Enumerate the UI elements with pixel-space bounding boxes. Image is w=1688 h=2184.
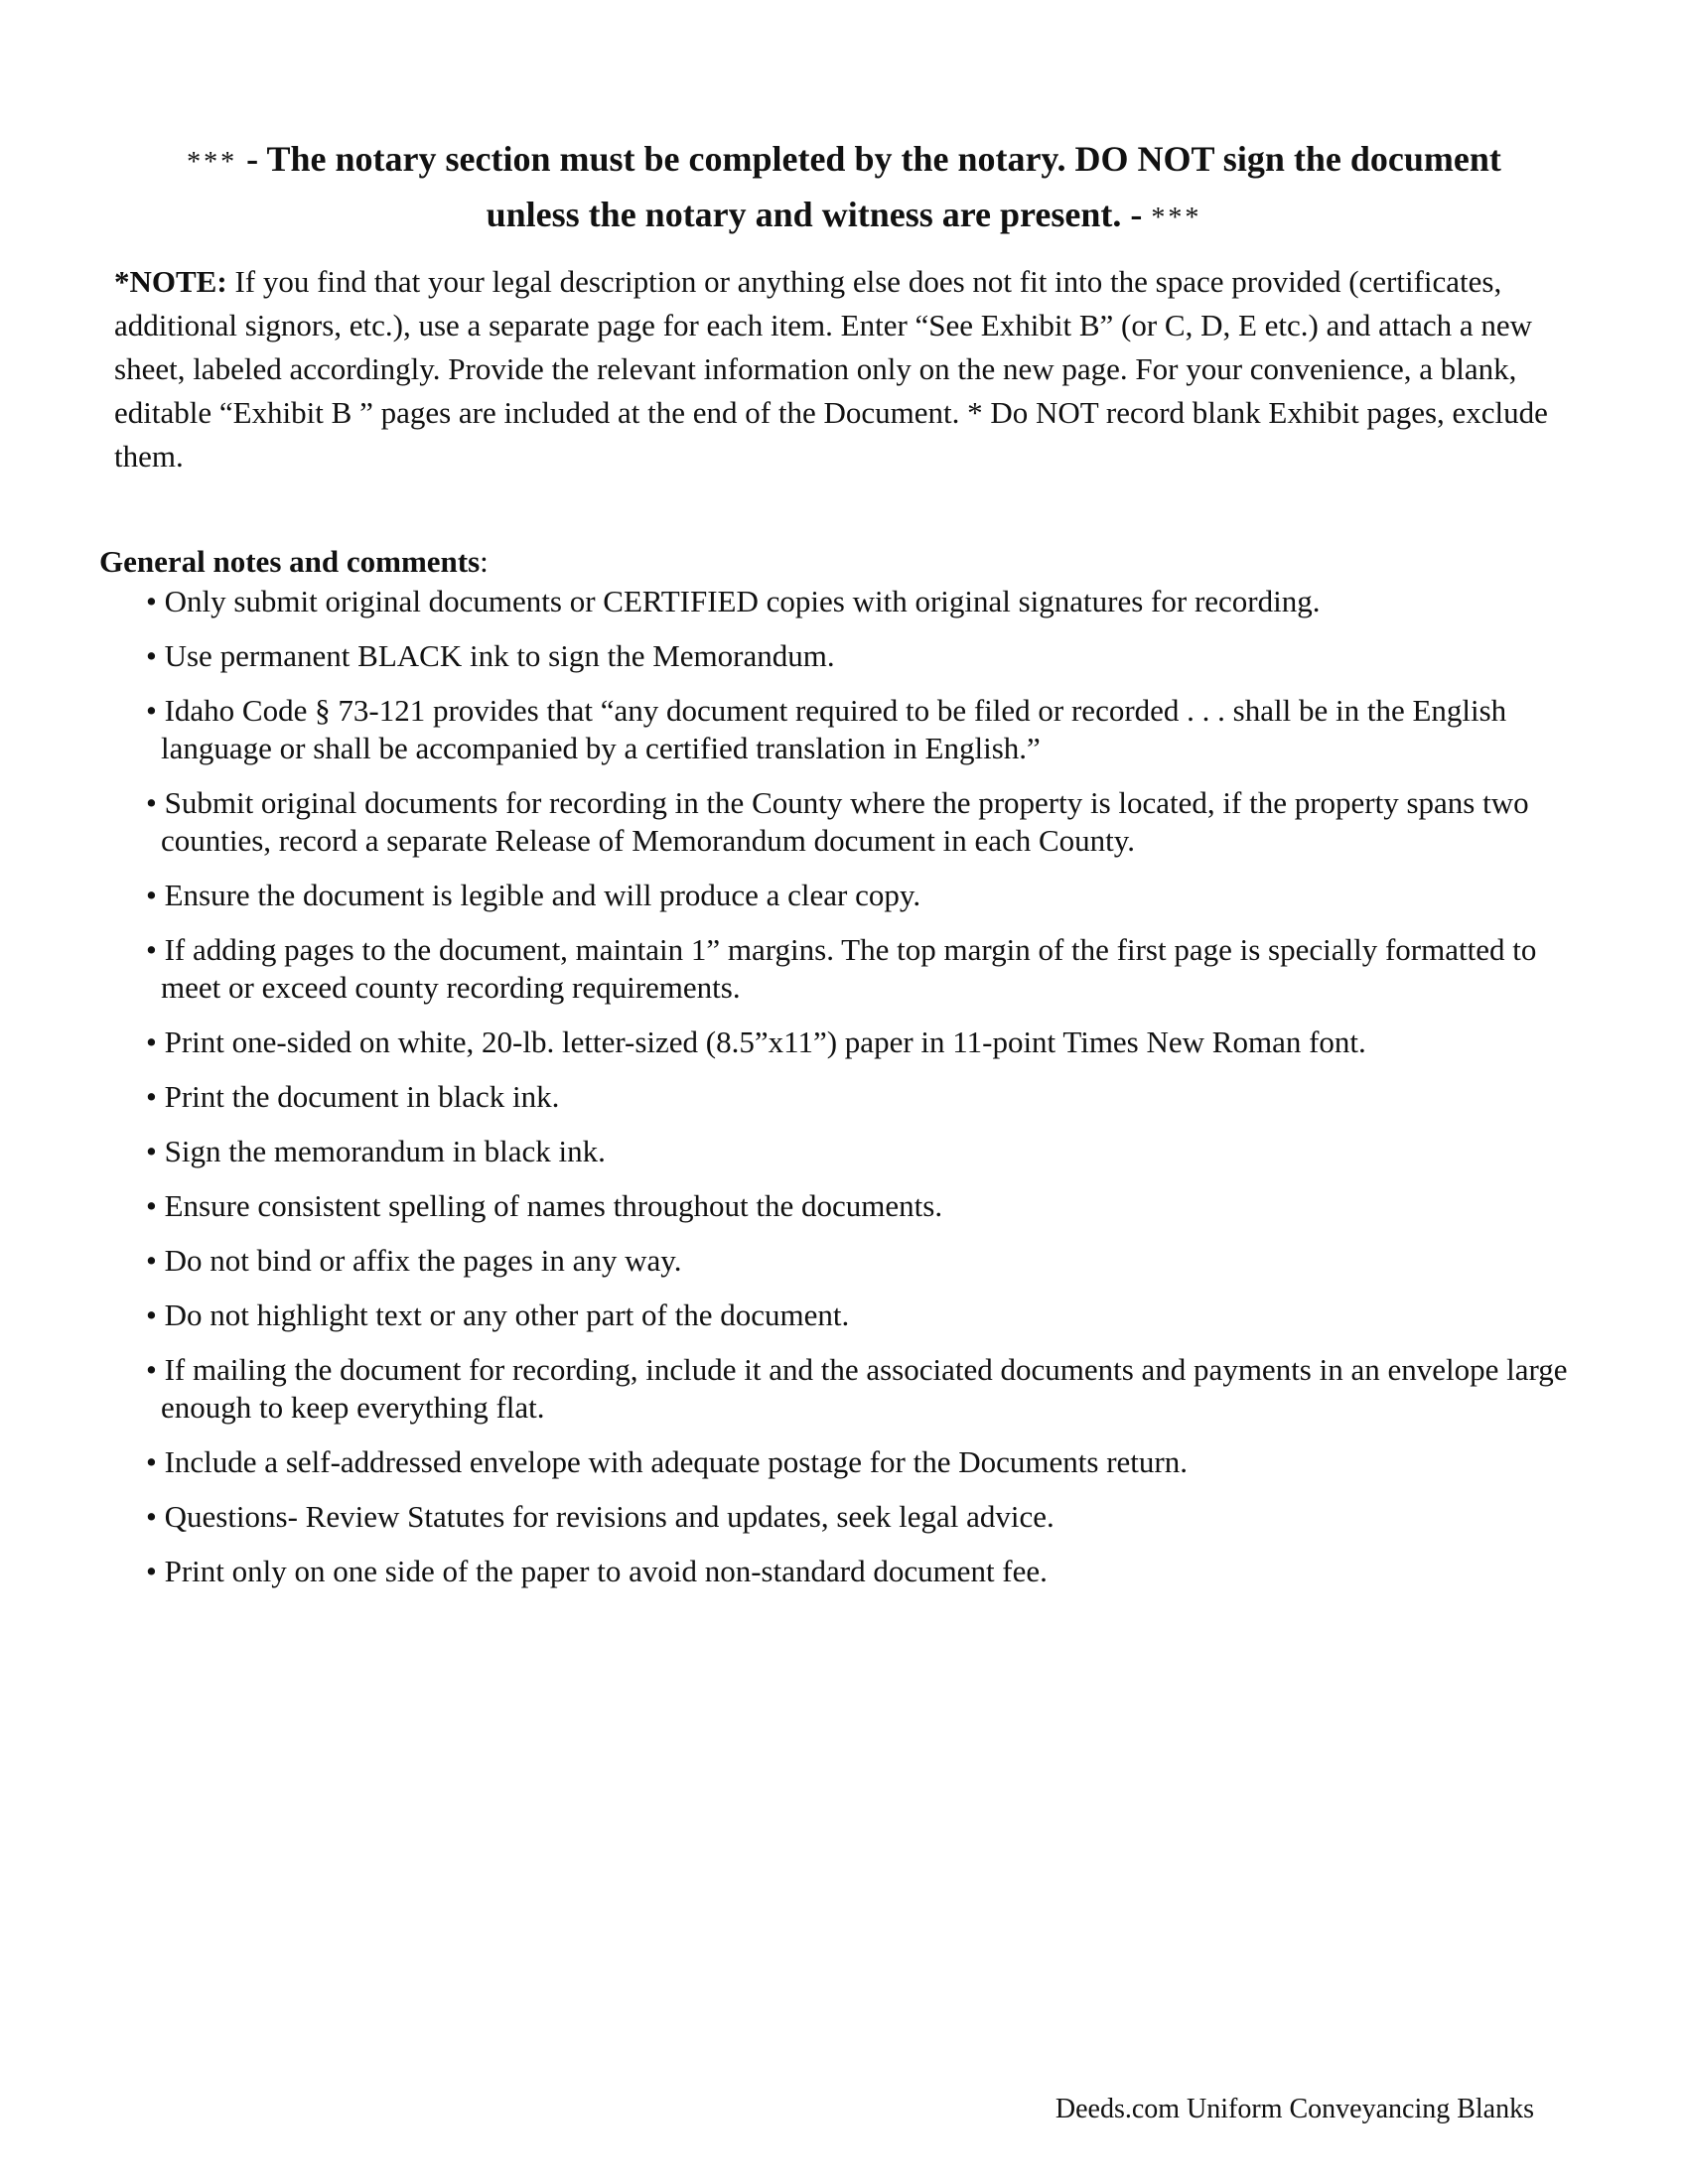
list-item: • Do not highlight text or any other part of the document. [146, 1297, 850, 1332]
page-footer: Deeds.com Uniform Conveyancing Blanks [1055, 2094, 1534, 2124]
list-item: • Use permanent BLACK ink to sign the Memorandum. [146, 638, 835, 673]
general-notes-title: General notes and comments [99, 544, 481, 579]
general-notes-heading [99, 542, 489, 582]
list-item: • Sign the memorandum in black ink. [146, 1134, 606, 1168]
notary-warning [149, 133, 1539, 244]
list-item: • If adding pages to the document, maintain 1” margins. The top margin of the first page is specially formatted to meet or exceed county recording requirements. [146, 932, 1537, 1005]
list-item: • Ensure the document is legible and will produce a clear copy. [146, 878, 921, 912]
exhibit-note [114, 260, 1584, 478]
warning-stars-left: *** [187, 147, 238, 178]
list-item: • Print only on one side of the paper to avoid non-standard document fee. [146, 1554, 1048, 1588]
list-item: • Only submit original documents or CERTIFIED copies with original signatures for recording. [146, 584, 1321, 618]
note-label: *NOTE: [114, 264, 227, 299]
list-item: • Submit original documents for recording in the County where the property is located, if the property spans two counties, record a separate Release of Memorandum document in each County. [146, 785, 1529, 858]
general-notes-colon: : [480, 544, 489, 579]
warning-text: - The notary section must be completed by the notary. DO NOT sign the document unless the notary and witness are present. - [246, 139, 1501, 234]
general-notes-list [146, 583, 1596, 1607]
note-text: If you find that your legal description or anything else does not fit into the space provided (certificates, additional signors, etc.), use a separate page for each item. Enter “See Exhibit B” (or C, D, E etc.) and attach a new sheet, labeled accordingly. Provide the relevant information only on the new page. For your convenience, a blank, editable “Exhibit B ” pages are included at the end of the Document. * Do NOT record blank Exhibit pages, exclude them. [114, 264, 1548, 474]
warning-stars-right: *** [1151, 203, 1202, 233]
list-item: • Questions- Review Statutes for revisions and updates, seek legal advice. [146, 1499, 1055, 1534]
list-item: • Include a self-addressed envelope with adequate postage for the Documents return. [146, 1444, 1188, 1479]
list-item: • Print the document in black ink. [146, 1079, 560, 1114]
list-item: • Do not bind or affix the pages in any way. [146, 1243, 682, 1278]
list-item: • Idaho Code § 73-121 provides that “any document required to be filed or recorded . . . shall be in the English language or shall be accompanied by a certified translation in English.” [146, 693, 1507, 765]
list-item: • Ensure consistent spelling of names throughout the documents. [146, 1188, 943, 1223]
list-item: • Print one-sided on white, 20-lb. letter-sized (8.5”x11”) paper in 11-point Times New Roman font. [146, 1024, 1366, 1059]
list-item: • If mailing the document for recording, include it and the associated documents and payments in an envelope large enough to keep everything flat. [146, 1352, 1568, 1425]
